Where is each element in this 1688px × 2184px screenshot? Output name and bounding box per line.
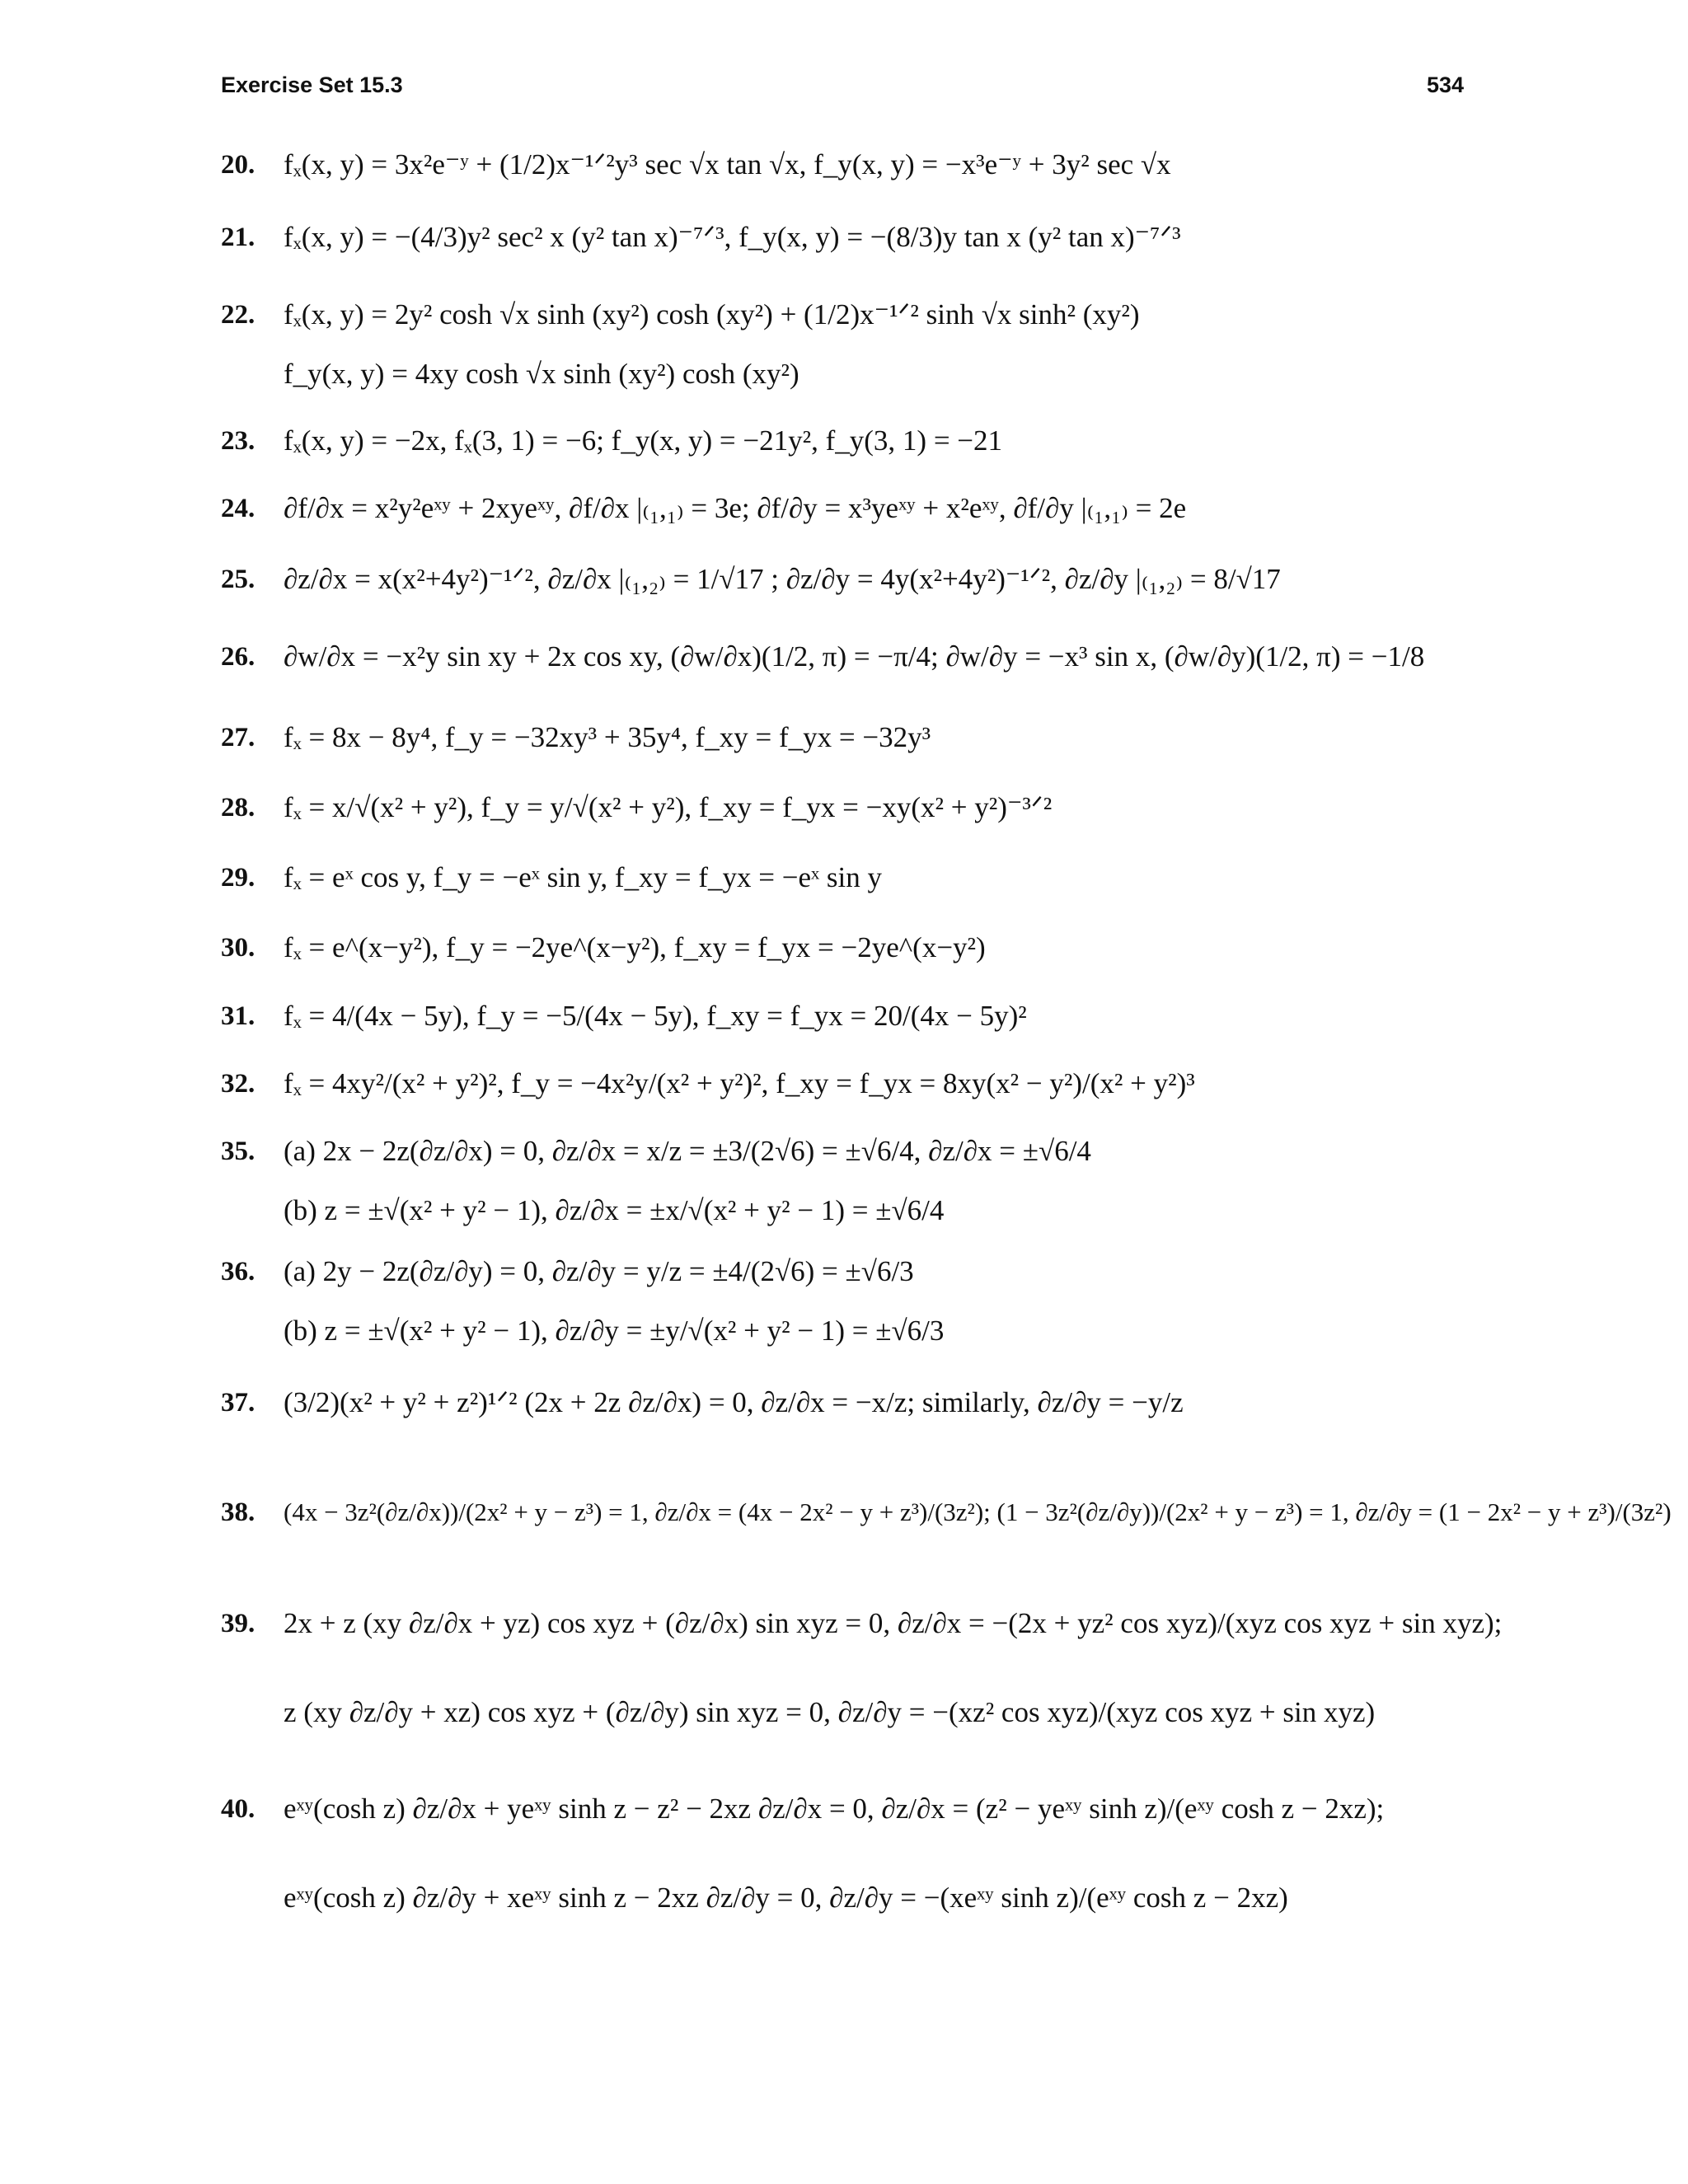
problem-number: 35.: [221, 1137, 256, 1166]
answer-line: eˣʸ(cosh z) ∂z/∂x + yeˣʸ sinh z − z² − 2xz ∂z/∂x = 0, ∂z/∂x = (z² − yeˣʸ sinh z)/(eˣʸ cosh z − 2xz);: [284, 1793, 1385, 1825]
answer-line: ∂w/∂x = −x²y sin xy + 2x cos xy, (∂w/∂x)(1/2, π) = −π/4; ∂w/∂y = −x³ sin x, (∂w/∂y)(1/2, π) = −1/8: [284, 640, 1425, 673]
problem-number: 21.: [221, 223, 256, 252]
answer-line: fₓ = x/√(x² + y²), f_y = y/√(x² + y²), f_xy = f_yx = −xy(x² + y²)⁻³ᐟ²: [284, 791, 1053, 823]
answer-line: (b) z = ±√(x² + y² − 1), ∂z/∂y = ±y/√(x² + y² − 1) = ±√6/3: [284, 1315, 945, 1347]
problem-number: 28.: [221, 793, 256, 823]
answer-line: fₓ(x, y) = 2y² cosh √x sinh (xy²) cosh (xy²) + (1/2)x⁻¹ᐟ² sinh √x sinh² (xy²): [284, 298, 1140, 330]
problem-number: 23.: [221, 426, 256, 456]
problem-number: 37.: [221, 1388, 256, 1418]
answer-line: fₓ = 4xy²/(x² + y²)², f_y = −4x²y/(x² + y²)², f_xy = f_yx = 8xy(x² − y²)/(x² + y²)³: [284, 1067, 1195, 1099]
answer-line: fₓ = 4/(4x − 5y), f_y = −5/(4x − 5y), f_xy = f_yx = 20/(4x − 5y)²: [284, 1000, 1027, 1032]
page-header: [221, 73, 1464, 105]
problem-number: 32.: [221, 1069, 256, 1099]
answer-line: fₓ(x, y) = 3x²e⁻ʸ + (1/2)x⁻¹ᐟ²y³ sec √x tan √x, f_y(x, y) = −x³e⁻ʸ + 3y² sec √x: [284, 148, 1171, 180]
answer-line: (a) 2y − 2z(∂z/∂y) = 0, ∂z/∂y = y/z = ±4/(2√6) = ±√6/3: [284, 1255, 914, 1287]
page-number: 534: [1426, 73, 1464, 97]
answer-line: z (xy ∂z/∂y + xz) cos xyz + (∂z/∂y) sin xyz = 0, ∂z/∂y = −(xz² cos xyz)/(xyz cos xyz + sin xyz): [284, 1696, 1376, 1728]
answer-line: ∂z/∂x = x(x²+4y²)⁻¹ᐟ², ∂z/∂x |₍₁,₂₎ = 1/√17 ; ∂z/∂y = 4y(x²+4y²)⁻¹ᐟ², ∂z/∂y |₍₁,₂₎ = 8/√17: [284, 563, 1281, 595]
answer-line: fₓ = e^(x−y²), f_y = −2ye^(x−y²), f_xy = f_yx = −2ye^(x−y²): [284, 931, 986, 963]
answer-line: (b) z = ±√(x² + y² − 1), ∂z/∂x = ±x/√(x² + y² − 1) = ±√6/4: [284, 1194, 945, 1226]
problem-number: 20.: [221, 150, 256, 180]
problem-number: 24.: [221, 494, 256, 523]
answer-line: 2x + z (xy ∂z/∂x + yz) cos xyz + (∂z/∂x) sin xyz = 0, ∂z/∂x = −(2x + yz² cos xyz)/(xyz cos xyz + sin xyz);: [284, 1607, 1503, 1639]
answer-line: f_y(x, y) = 4xy cosh √x sinh (xy²) cosh (xy²): [284, 358, 799, 390]
answer-line: (4x − 3z²(∂z/∂x))/(2x² + y − z³) = 1, ∂z/∂x = (4x − 2x² − y + z³)/(3z²); (1 − 3z²(∂z/∂y))/(2x² + y − z³) = 1, ∂z/∂y = (1 − 2x² − y + z³)/(3z²): [284, 1497, 1672, 1526]
problem-number: 27.: [221, 723, 256, 752]
problem-number: 25.: [221, 565, 256, 594]
answer-line: ∂f/∂x = x²y²eˣʸ + 2xyeˣʸ, ∂f/∂x |₍₁,₁₎ = 3e; ∂f/∂y = x³yeˣʸ + x²eˣʸ, ∂f/∂y |₍₁,₁₎ = 2e: [284, 492, 1187, 524]
problem-number: 31.: [221, 1001, 256, 1031]
problem-number: 39.: [221, 1609, 256, 1638]
problem-number: 38.: [221, 1497, 256, 1527]
problem-number: 36.: [221, 1257, 256, 1286]
problem-number: 22.: [221, 300, 256, 330]
section-title: Exercise Set 15.3: [221, 73, 403, 97]
answer-line: eˣʸ(cosh z) ∂z/∂y + xeˣʸ sinh z − 2xz ∂z/∂y = 0, ∂z/∂y = −(xeˣʸ sinh z)/(eˣʸ cosh z − 2xz): [284, 1882, 1288, 1914]
answer-line: (a) 2x − 2z(∂z/∂x) = 0, ∂z/∂x = x/z = ±3/(2√6) = ±√6/4, ∂z/∂x = ±√6/4: [284, 1135, 1091, 1167]
answer-line: fₓ(x, y) = −2x, fₓ(3, 1) = −6; f_y(x, y) = −21y², f_y(3, 1) = −21: [284, 424, 1003, 457]
problem-number: 40.: [221, 1794, 256, 1824]
answer-line: fₓ = 8x − 8y⁴, f_y = −32xy³ + 35y⁴, f_xy = f_yx = −32y³: [284, 721, 931, 753]
problem-number: 29.: [221, 863, 256, 893]
answer-line: fₓ(x, y) = −(4/3)y² sec² x (y² tan x)⁻⁷ᐟ³, f_y(x, y) = −(8/3)y tan x (y² tan x)⁻⁷ᐟ³: [284, 221, 1181, 253]
problem-number: 30.: [221, 933, 256, 963]
answer-line: fₓ = eˣ cos y, f_y = −eˣ sin y, f_xy = f_yx = −eˣ sin y: [284, 861, 882, 893]
problem-number: 26.: [221, 642, 256, 672]
answer-line: (3/2)(x² + y² + z²)¹ᐟ² (2x + 2z ∂z/∂x) = 0, ∂z/∂x = −x/z; similarly, ∂z/∂y = −y/z: [284, 1386, 1184, 1418]
